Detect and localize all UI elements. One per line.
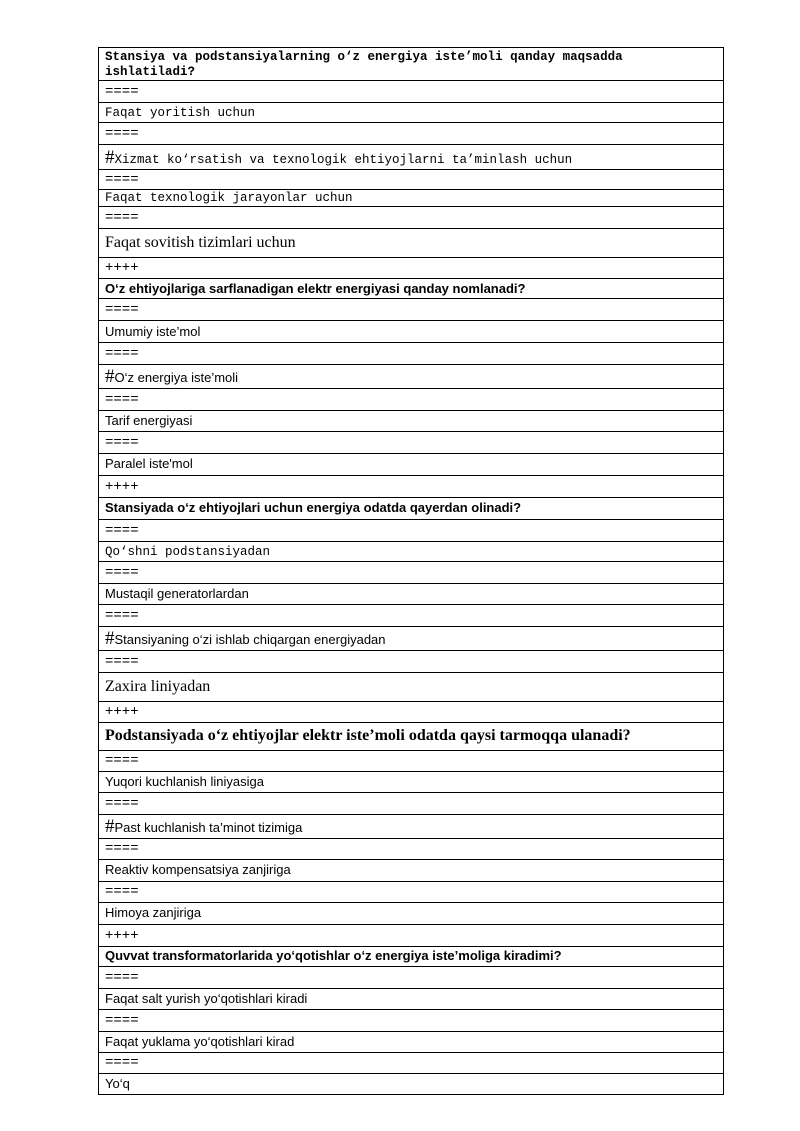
- separator-line: [99, 1009, 724, 1031]
- separator-line-label: ====: [105, 753, 139, 770]
- separator-line: [99, 388, 724, 410]
- separator-line: [99, 170, 724, 190]
- table-row: [99, 475, 724, 497]
- separator-line: [99, 750, 724, 771]
- table-row: [99, 321, 724, 343]
- table-row: [99, 561, 724, 583]
- table-row: [99, 299, 724, 321]
- separator-line-label: ++++: [105, 478, 139, 495]
- separator-line-label: ====: [105, 884, 139, 901]
- separator-line-label: ====: [105, 125, 139, 142]
- correct-answer-option: [99, 365, 724, 389]
- question-text: [99, 946, 724, 966]
- answer-option-label: Zaxira liniyadan: [105, 677, 211, 695]
- table-row: [99, 672, 724, 701]
- separator-line-label: ====: [105, 209, 139, 226]
- question-text: [99, 279, 724, 299]
- answer-option: [99, 541, 724, 561]
- question-text-label: Podstansiyada o‘z ehtiyojlar elektr iste’moli odatda qaysi tarmoqqa ulanadi?: [105, 727, 631, 745]
- table-row: [99, 170, 724, 190]
- separator-line: [99, 343, 724, 365]
- separator-line: [99, 792, 724, 814]
- answer-option-label: Yuqori kuchlanish liniyasiga: [105, 773, 264, 789]
- table-row: [99, 497, 724, 519]
- separator-line: [99, 123, 724, 145]
- answer-option-label: Paralel iste'mol: [105, 456, 193, 472]
- separator-line-label: ====: [105, 564, 139, 581]
- answer-option: [99, 859, 724, 881]
- table-row: [99, 190, 724, 207]
- answer-option: [99, 190, 724, 207]
- correct-answer-mark: #: [105, 146, 115, 168]
- separator-line-label: ====: [105, 653, 139, 670]
- answer-option-label: Himoya zanjiriga: [105, 905, 202, 921]
- separator-line: [99, 1052, 724, 1073]
- table-row: [99, 279, 724, 299]
- table-row: [99, 771, 724, 792]
- answer-option-label: Faqat salt yurish yo‘qotishlari kiradi: [105, 990, 308, 1006]
- answer-option-label: Tarif energiyasi: [105, 412, 193, 428]
- answer-option: [99, 771, 724, 792]
- correct-answer-option-label: O‘z energiya iste’moli: [114, 370, 239, 385]
- answer-option-label: Faqat sovitish tizimlari uchun: [105, 234, 296, 252]
- separator-line-label: ++++: [105, 260, 139, 277]
- table-row: [99, 410, 724, 431]
- question-text-label: Stansiya va podstansiyalarning o‘z energiya iste’moli qanday maqsadda ishlatiladi?: [105, 50, 623, 79]
- question-text-label: Stansiyada o‘z ehtiyojlari uchun energiya odatda qayerdan olinadi?: [105, 500, 522, 516]
- separator-line-label: ====: [105, 301, 139, 318]
- table-row: [99, 541, 724, 561]
- table-row: [99, 343, 724, 365]
- table-row: [99, 258, 724, 279]
- question-table-body: [99, 48, 724, 1095]
- table-row: [99, 431, 724, 453]
- table-row: [99, 1031, 724, 1052]
- table-row: [99, 1009, 724, 1031]
- separator-line-label: ++++: [105, 704, 139, 721]
- table-row: [99, 388, 724, 410]
- question-text: [99, 497, 724, 519]
- correct-answer-mark: #: [105, 366, 115, 387]
- table-row: [99, 988, 724, 1009]
- separator-line: [99, 838, 724, 859]
- table-row: [99, 453, 724, 475]
- table-row: [99, 1073, 724, 1094]
- table-row: [99, 946, 724, 966]
- table-row: [99, 229, 724, 258]
- table-row: [99, 924, 724, 946]
- table-row: [99, 145, 724, 170]
- table-row: [99, 881, 724, 902]
- answer-option: [99, 1031, 724, 1052]
- answer-option: [99, 1073, 724, 1094]
- table-row: [99, 750, 724, 771]
- table-row: [99, 792, 724, 814]
- correct-answer-mark: #: [105, 627, 115, 649]
- correct-answer-mark: #: [105, 815, 115, 837]
- correct-answer-option-label: Xizmat ko‘rsatish va texnologik ehtiyojlarni ta’minlash uchun: [114, 152, 573, 167]
- answer-option-label: Faqat yoritish uchun: [105, 105, 256, 120]
- table-row: [99, 859, 724, 881]
- table-row: [99, 519, 724, 541]
- separator-line: [99, 431, 724, 453]
- separator-line: [99, 966, 724, 988]
- answer-option-label: Qo‘shni podstansiyadan: [105, 544, 271, 559]
- separator-line: [99, 475, 724, 497]
- separator-line: [99, 258, 724, 279]
- separator-line-label: ====: [105, 841, 139, 858]
- question-text-label: O‘z ehtiyojlariga sarflanadigan elektr energiyasi qanday nomlanadi?: [105, 280, 526, 296]
- answer-option: [99, 988, 724, 1009]
- correct-answer-option: [99, 145, 724, 170]
- table-row: [99, 1052, 724, 1073]
- answer-option-label: Faqat yuklama yo‘qotishlari kirad: [105, 1033, 295, 1049]
- separator-line-label: ====: [105, 434, 139, 451]
- separator-line: [99, 299, 724, 321]
- separator-line: [99, 701, 724, 722]
- table-row: [99, 722, 724, 750]
- table-row: [99, 838, 724, 859]
- separator-line-label: ====: [105, 83, 139, 100]
- table-row: [99, 103, 724, 123]
- table-row: [99, 583, 724, 604]
- table-row: [99, 650, 724, 672]
- answer-option: [99, 103, 724, 123]
- separator-line-label: ====: [105, 171, 139, 188]
- separator-line-label: ====: [105, 969, 139, 986]
- correct-answer-option-label: Past kuchlanish ta’minot tizimiga: [114, 819, 303, 835]
- table-row: [99, 48, 724, 81]
- table-row: [99, 365, 724, 389]
- table-row: [99, 626, 724, 650]
- answer-option: [99, 583, 724, 604]
- table-row: [99, 966, 724, 988]
- separator-line-label: ====: [105, 1055, 139, 1072]
- answer-option-label: Mustaqil generatorlardan: [105, 585, 249, 601]
- table-row: [99, 701, 724, 722]
- answer-option-label: Reaktiv kompensatsiya zanjiriga: [105, 862, 291, 878]
- separator-line-label: ++++: [105, 927, 139, 944]
- table-row: [99, 604, 724, 626]
- separator-line-label: ====: [105, 522, 139, 539]
- table-row: [99, 123, 724, 145]
- table-row: [99, 902, 724, 924]
- correct-answer-option: [99, 814, 724, 838]
- separator-line-label: ====: [105, 607, 139, 624]
- separator-line: [99, 881, 724, 902]
- table-row: [99, 814, 724, 838]
- question-text-label: Quvvat transformatorlarida yo‘qotishlar o‘z energiya iste’moliga kiradimi?: [105, 948, 562, 964]
- answer-option: [99, 321, 724, 343]
- question-text: [99, 48, 724, 81]
- separator-line: [99, 519, 724, 541]
- separator-line: [99, 650, 724, 672]
- question-table: [98, 47, 724, 1095]
- answer-option-label: Faqat texnologik jarayonlar uchun: [105, 191, 353, 206]
- separator-line: [99, 561, 724, 583]
- answer-option: [99, 410, 724, 431]
- answer-option-label: Umumiy iste’mol: [105, 323, 201, 339]
- question-text: [99, 722, 724, 750]
- separator-line-label: ====: [105, 345, 139, 362]
- separator-line: [99, 207, 724, 229]
- table-row: [99, 81, 724, 103]
- answer-option: [99, 672, 724, 701]
- correct-answer-option: [99, 626, 724, 650]
- separator-line-label: ====: [105, 795, 139, 812]
- separator-line-label: ====: [105, 1012, 139, 1029]
- separator-line: [99, 604, 724, 626]
- correct-answer-option-label: Stansiyaning o‘zi ishlab chiqargan energiyadan: [114, 631, 386, 647]
- answer-option-label: Yo‘q: [105, 1075, 130, 1091]
- separator-line-label: ====: [105, 391, 139, 408]
- answer-option: [99, 453, 724, 475]
- answer-option: [99, 902, 724, 924]
- separator-line: [99, 924, 724, 946]
- separator-line: [99, 81, 724, 103]
- answer-option: [99, 229, 724, 258]
- table-row: [99, 207, 724, 229]
